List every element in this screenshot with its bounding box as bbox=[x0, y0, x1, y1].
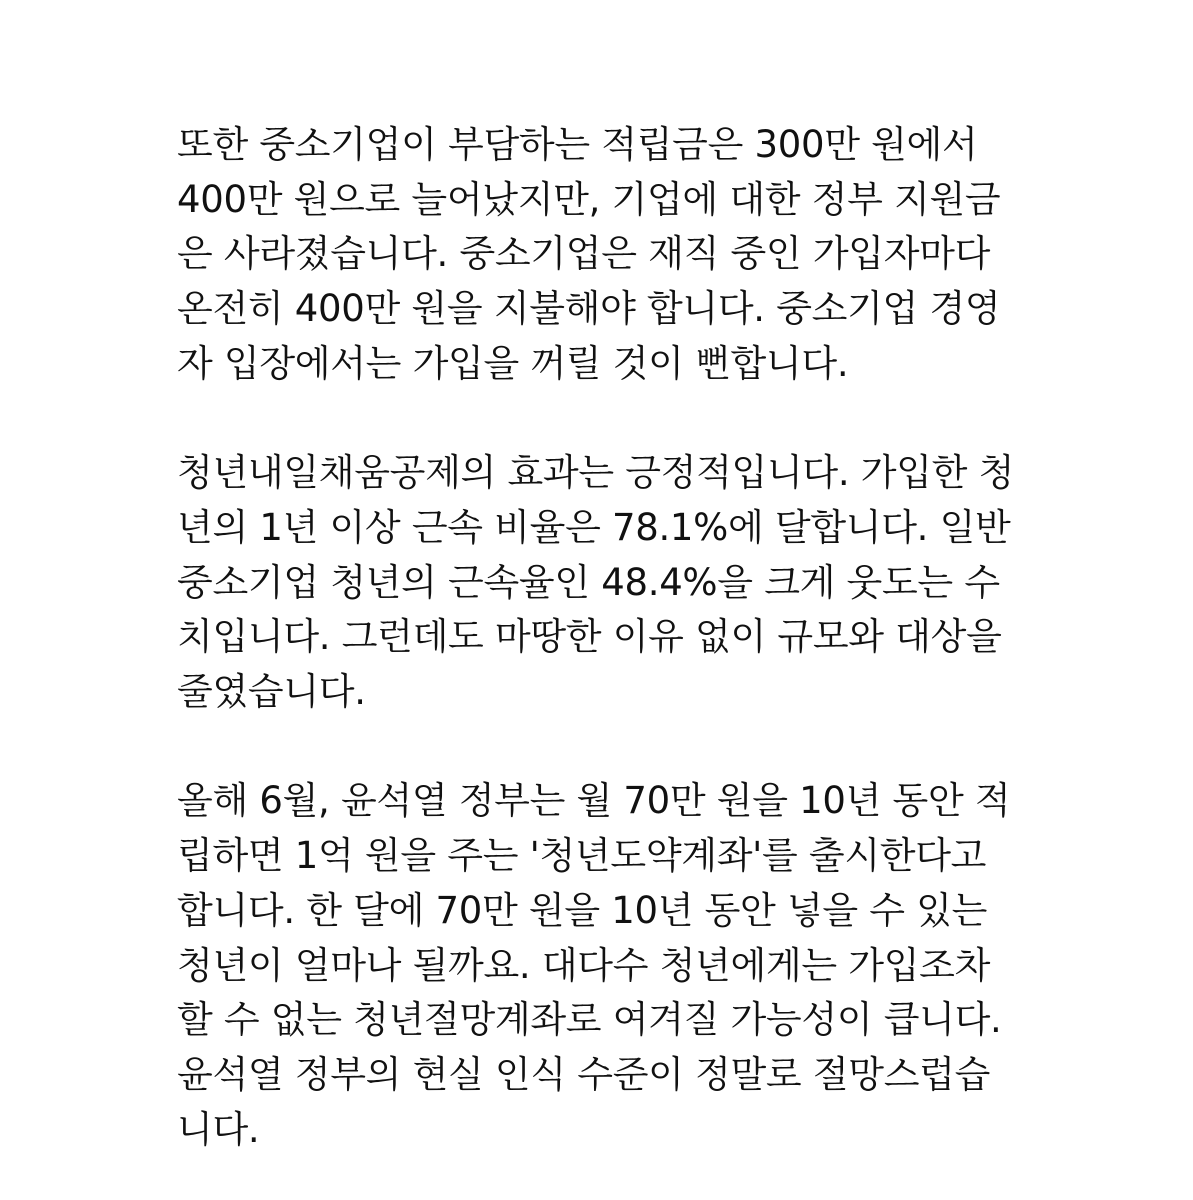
document-body bbox=[177, 118, 1077, 1157]
paragraph-3 bbox=[177, 774, 1077, 1157]
text-line: 또한 중소기업이 부담하는 적립금은 300만 원에서 bbox=[177, 123, 978, 166]
text-line: 중소기업 청년의 근속율인 48.4%을 크게 웃도는 수 bbox=[177, 560, 1000, 604]
text-line: 청년이 얼마나 될까요. 대다수 청년에게는 가입조차 bbox=[177, 943, 991, 987]
text-line: 온전히 400만 원을 지불해야 합니다. 중소기업 경영 bbox=[177, 287, 1001, 331]
text-line: 치입니다. 그런데도 마땅한 이유 없이 규모와 대상을 bbox=[177, 615, 1002, 659]
text-line: 년의 1년 이상 근속 비율은 78.1%에 달합니다. 일반 bbox=[177, 505, 1011, 549]
text-line: 니다. bbox=[177, 1107, 260, 1151]
text-line: 할 수 없는 청년절망계좌로 여겨질 가능성이 큽니다. bbox=[177, 998, 1002, 1042]
paragraph-2 bbox=[177, 446, 1077, 720]
text-line: 올해 6월, 윤석열 정부는 월 70만 원을 10년 동안 적 bbox=[177, 779, 1011, 823]
text-line: 립하면 1억 원을 주는 '청년도약계좌'를 출시한다고 bbox=[177, 834, 987, 878]
text-line: 자 입장에서는 가입을 꺼릴 것이 뻔합니다. bbox=[177, 341, 849, 385]
text-line: 윤석열 정부의 현실 인식 수준이 정말로 절망스럽습 bbox=[177, 1052, 991, 1096]
text-line: 합니다. 한 달에 70만 원을 10년 동안 넣을 수 있는 bbox=[177, 888, 988, 932]
text-line: 청년내일채움공제의 효과는 긍정적입니다. 가입한 청 bbox=[177, 451, 1015, 495]
text-line: 줄였습니다. bbox=[177, 670, 366, 714]
text-line: 400만 원으로 늘어났지만, 기업에 대한 정부 지원금 bbox=[177, 177, 1001, 221]
paragraph-1 bbox=[177, 118, 1077, 392]
text-line: 은 사라졌습니다. 중소기업은 재직 중인 가입자마다 bbox=[177, 232, 991, 276]
